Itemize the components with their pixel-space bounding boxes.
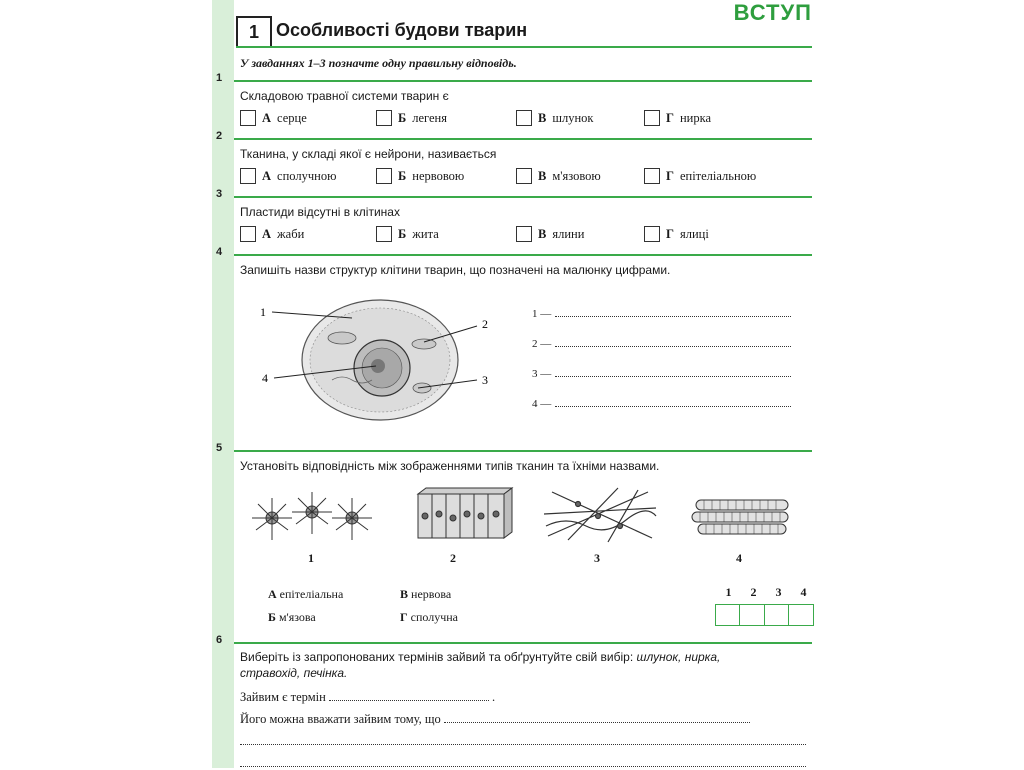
option-text: епітеліальною (679, 168, 757, 183)
choice-text: м'язова (278, 610, 316, 624)
margin-strip (212, 0, 234, 768)
dotted-line[interactable] (555, 308, 791, 317)
callout-label: 3 (482, 373, 488, 387)
grid-head: 3 (775, 585, 782, 599)
option-letter: Г (666, 110, 674, 125)
option-text: м'язовою (552, 168, 601, 183)
grid-head: 1 (725, 585, 732, 599)
answer-line (240, 712, 750, 727)
option[interactable] (240, 226, 304, 242)
figure-number: 3 (594, 551, 600, 565)
callout-label: 2 (482, 317, 488, 331)
answer-cell[interactable] (788, 604, 814, 626)
answer-line: Зайвим є термін . (240, 690, 496, 704)
choice-letter: Г (400, 610, 408, 624)
figure-number: 1 (308, 551, 314, 565)
option-text: ялиці (679, 226, 709, 241)
option[interactable] (644, 168, 756, 184)
answer-cell[interactable] (715, 604, 741, 626)
question-rule (234, 196, 812, 198)
option[interactable] (240, 168, 336, 184)
question-number: 2 (216, 130, 223, 142)
checkbox[interactable] (376, 226, 392, 242)
options-row (240, 226, 800, 244)
answer-line[interactable] (532, 368, 791, 380)
question-rule (234, 642, 812, 644)
option-letter: В (538, 110, 547, 125)
question-number: 3 (216, 188, 223, 200)
checkbox[interactable] (240, 110, 256, 126)
muscle-tissue-image (692, 500, 788, 534)
option-letter: А (262, 168, 272, 183)
grid-head: 2 (750, 585, 757, 599)
option[interactable] (516, 226, 584, 242)
question-number: 4 (216, 246, 223, 258)
figure-number: 4 (736, 551, 742, 565)
question-text: Тканина, у складі якої є нейрони, називається (240, 147, 497, 161)
question-number: 5 (216, 442, 223, 454)
choice-text: нервова (411, 587, 452, 601)
dotted-line[interactable] (555, 398, 791, 407)
option[interactable] (376, 226, 439, 242)
option[interactable] (516, 110, 593, 126)
option-text: жита (412, 226, 439, 241)
dotted-line[interactable] (329, 691, 489, 701)
option[interactable] (376, 110, 447, 126)
answer-label: 3 — (532, 368, 552, 380)
terms: стравохід, печінка. (240, 666, 348, 680)
checkbox[interactable] (644, 110, 660, 126)
checkbox[interactable] (644, 226, 660, 242)
header-rule (236, 46, 812, 48)
callout-label: 4 (262, 371, 268, 385)
connective-tissue-image (544, 488, 656, 542)
checkbox[interactable] (240, 168, 256, 184)
option-letter: Г (666, 168, 674, 183)
choice-letter: А (268, 587, 277, 601)
grid-head: 4 (800, 585, 807, 599)
dotted-line[interactable] (444, 713, 750, 723)
choice-letter: Б (268, 610, 276, 624)
option-letter: Б (398, 110, 407, 125)
checkbox[interactable] (376, 110, 392, 126)
checkbox[interactable] (516, 168, 532, 184)
question-text: Складовою травної системи тварин є (240, 89, 449, 103)
option-letter: В (538, 168, 547, 183)
options-row (240, 110, 800, 128)
option-letter: Б (398, 168, 407, 183)
dotted-line[interactable] (240, 757, 806, 767)
option[interactable] (644, 110, 711, 126)
answer-label: 1 — (532, 308, 552, 320)
epithelial-tissue-image (418, 488, 512, 538)
options-row (240, 168, 800, 186)
match-choice (268, 587, 343, 602)
option-text: серце (277, 110, 307, 125)
answer-line (240, 734, 806, 748)
question-text (240, 650, 720, 664)
question-text (240, 666, 347, 680)
answer-label: 2 — (532, 338, 552, 350)
instruction: У завданнях 1–3 позначте одну правильну відповідь. (240, 56, 517, 70)
question-text: Запишіть назви структур клітини тварин, що позначені на малюнку цифрами. (240, 263, 671, 277)
checkbox[interactable] (516, 226, 532, 242)
answer-label: 4 — (532, 398, 552, 410)
option-letter: Б (398, 226, 407, 241)
choice-text: епітеліальна (279, 587, 344, 601)
option-text: шлунок (552, 110, 594, 125)
dotted-line[interactable] (240, 735, 806, 745)
option[interactable] (516, 168, 601, 184)
dotted-line[interactable] (555, 338, 791, 347)
answer-grid-headers (716, 585, 816, 600)
answer-prompt: Зайвим є термін (240, 690, 326, 704)
question-rule (234, 450, 812, 452)
answer-cell[interactable] (739, 604, 765, 626)
checkbox[interactable] (644, 168, 660, 184)
match-choice (400, 610, 458, 625)
lesson-number: 1 (236, 16, 272, 48)
lesson-title: Особливості будови тварин (276, 20, 528, 40)
question-rule (234, 138, 812, 140)
worksheet-page (212, 0, 812, 768)
question-rule (234, 80, 812, 82)
answer-prompt: Його можна вважати зайвим тому, що (240, 712, 441, 726)
terms: шлунок, нирка, (636, 650, 721, 664)
option-letter: Г (666, 226, 674, 241)
answer-line[interactable] (532, 338, 791, 350)
match-choice (400, 587, 451, 602)
option-letter: А (262, 226, 272, 241)
tissue-figures (248, 486, 808, 546)
option[interactable] (644, 226, 709, 242)
option-letter: В (538, 226, 547, 241)
question-rule (234, 254, 812, 256)
option-text: ялини (552, 226, 585, 241)
checkbox[interactable] (376, 168, 392, 184)
option-letter: А (262, 110, 272, 125)
animal-cell-figure (252, 290, 502, 430)
option-text: нервовою (412, 168, 465, 183)
question-text: Установіть відповідність між зображеннями типів тканин та їхніми назвами. (240, 459, 660, 473)
question-number: 6 (216, 634, 223, 646)
question-text: Пластиди відсутні в клітинах (240, 205, 400, 219)
nervous-tissue-image (252, 492, 372, 540)
option[interactable] (240, 110, 307, 126)
answer-grid (716, 604, 814, 626)
checkbox[interactable] (516, 110, 532, 126)
option-text: жаби (277, 226, 305, 241)
option[interactable] (376, 168, 464, 184)
option-text: легеня (412, 110, 448, 125)
option-text: сполучною (277, 168, 337, 183)
dotted-line[interactable] (555, 368, 791, 377)
figure-number: 2 (450, 551, 456, 565)
choice-text: сполучна (410, 610, 459, 624)
section-label: ВСТУП (733, 0, 812, 25)
question-text-part: Виберіть із запропонованих термінів зайвий та обґрунтуйте свій вибір: (240, 650, 634, 664)
callout-label: 1 (260, 305, 266, 319)
checkbox[interactable] (240, 226, 256, 242)
answer-line[interactable] (532, 398, 791, 410)
match-choice (268, 610, 316, 625)
choice-letter: В (400, 587, 409, 601)
question-number: 1 (216, 72, 223, 84)
answer-cell[interactable] (764, 604, 790, 626)
answer-line[interactable] (532, 308, 791, 320)
option-text: нирка (679, 110, 712, 125)
